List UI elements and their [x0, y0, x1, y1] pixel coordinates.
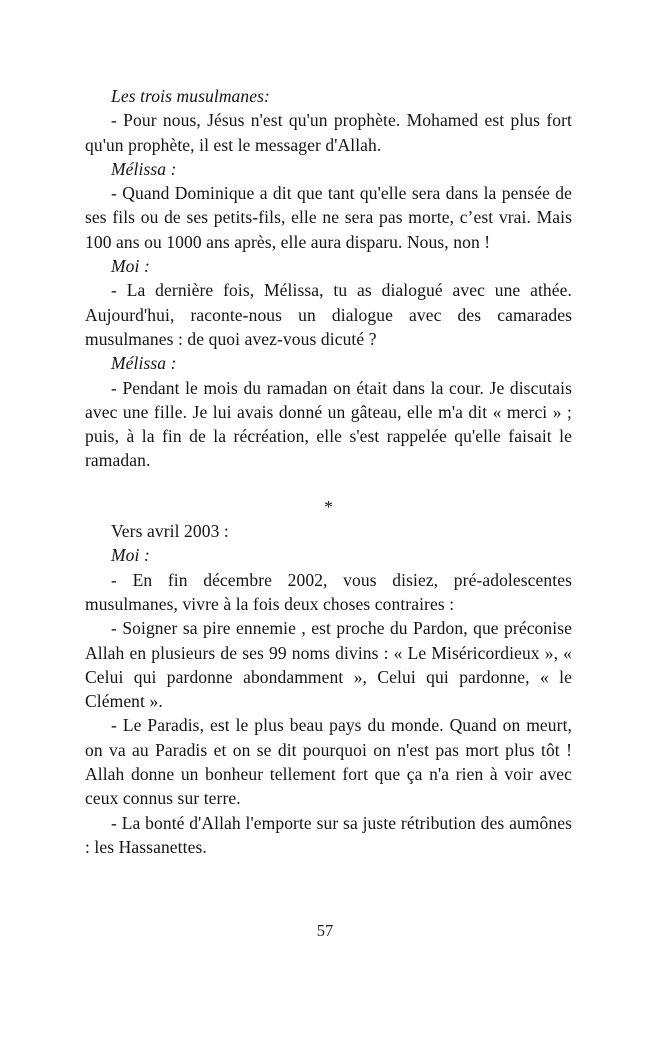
- speaker-heading: Moi :: [111, 545, 150, 566]
- text-column: [85, 84, 572, 859]
- dialogue-paragraph: - Le Paradis, est le plus beau pays du monde. Quand on meurt, on va au Paradis et on se dit pourquoi on n'est pas mort plus tôt ! Allah donne un bonheur tellement fort que ça n'a rien à voir avec ceux connus sur terre.: [85, 715, 572, 809]
- dialogue-paragraph: - La bonté d'Allah l'emporte sur sa juste rétribution des aumônes : les Hassanettes.: [85, 812, 572, 857]
- page-number: 57: [316, 921, 334, 940]
- dialogue-paragraph: - Pendant le mois du ramadan on était dans la cour. Je discutais avec une fille. Je lui avais donné un gâteau, elle m'a dit « merci » ; puis, à la fin de la récréation, elle s'est rappelée qu'elle faisait le ramadan.: [85, 377, 572, 471]
- speaker-heading: Moi :: [111, 256, 150, 277]
- speaker-heading: Mélissa :: [111, 353, 177, 374]
- dialogue-paragraph: - La dernière fois, Mélissa, tu as dialogué avec une athée. Aujourd'hui, raconte-nous un dialogue avec des camarades musulmanes : de quoi avez-vous dicuté ?: [85, 280, 572, 349]
- date-line: Vers avril 2003 :: [111, 521, 229, 542]
- dialogue-paragraph: - Quand Dominique a dit que tant qu'elle sera dans la pensée de ses fils ou de ses petits-fils, elle ne sera pas morte, c’est vrai. Mais 100 ans ou 1000 ans après, elle aura disparu. Nous, non !: [85, 183, 572, 252]
- speaker-heading: Mélissa :: [111, 158, 177, 179]
- dialogue-paragraph: - Pour nous, Jésus n'est qu'un prophète. Mohamed est plus fort qu'un prophète, il est le messager d'Allah.: [85, 110, 572, 155]
- section-separator: *: [324, 496, 333, 517]
- speaker-heading: Les trois musulmanes:: [111, 86, 270, 106]
- dialogue-paragraph: - Soigner sa pire ennemie , est proche du Pardon, que préconise Allah en plusieurs de ses 99 noms divins : « Le Miséricordieux », « Celui qui pardonne abondamment », Celui qui pardonne, « le Clément ».: [85, 618, 572, 712]
- dialogue-paragraph: - En fin décembre 2002, vous disiez, pré-adolescentes musulmanes, vivre à la fois deux choses contraires :: [85, 569, 572, 614]
